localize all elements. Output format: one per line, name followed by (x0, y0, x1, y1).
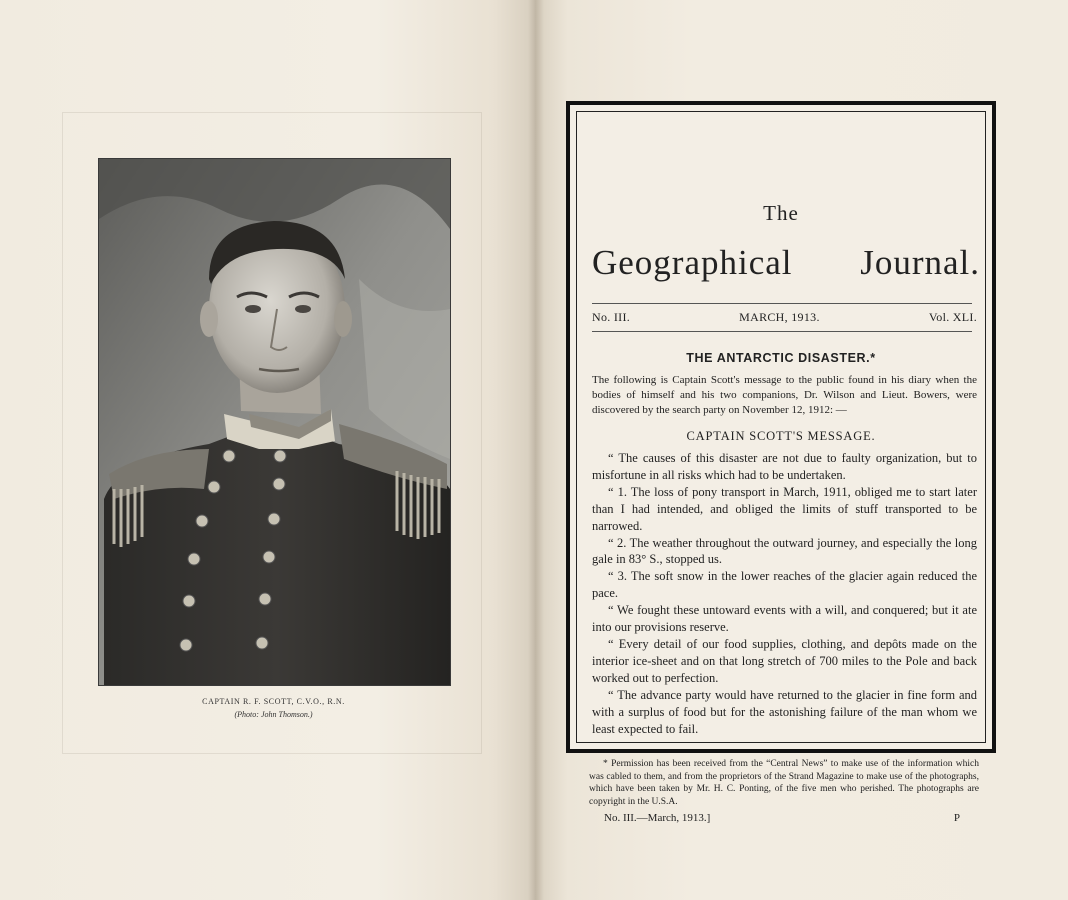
issue-date: MARCH, 1913. (739, 310, 820, 324)
issue-number: No. III. (592, 310, 631, 324)
journal-title (592, 243, 980, 283)
portrait-photograph (98, 158, 451, 686)
message-paragraph: “ Every detail of our food supplies, clothing, and depôts made on the interior ice-sheet and on that long stretch of 700 miles to the Pole and back worked out to perfection. (592, 636, 977, 685)
article-frame (566, 101, 996, 753)
message-paragraph: “ The advance party would have returned to the glacier in fine form and with a surplus of food but for the astonishing failure of the man whom we least expected to fail. (592, 687, 977, 736)
issue-line (592, 310, 977, 325)
portrait-caption: CAPTAIN R. F. SCOTT, C.V.O., R.N. (202, 697, 345, 706)
book-gutter (528, 0, 544, 900)
message-paragraph: “ 1. The loss of pony transport in March, 1911, obliged me to start later than I had intended, and obliged the limits of stuff transported to be narrowed. (592, 484, 977, 533)
message-paragraph: “ 3. The soft snow in the lower reaches of the glacier again reduced the pace. (592, 569, 977, 601)
portrait-image (99, 159, 450, 685)
article-heading: THE ANTARCTIC DISASTER.* (686, 351, 876, 365)
header-rule-top (592, 303, 972, 304)
header-rule-bottom (592, 331, 972, 332)
message-heading: CAPTAIN SCOTT'S MESSAGE. (686, 429, 876, 443)
message-body (592, 450, 977, 737)
journal-title-the: The (763, 201, 799, 225)
footnote (589, 758, 979, 808)
journal-title-word-journal: Journal. (860, 243, 980, 282)
page-footer (604, 812, 960, 824)
footer-signature-mark: P (953, 812, 960, 824)
journal-title-word-geographical: Geographical (592, 243, 793, 282)
footer-issue: No. III.—March, 1913.] (604, 812, 711, 824)
article-intro: The following is Captain Scott's message to the public found in his diary when the bodies of himself and his two companions, Dr. Wilson and Lieut. Bowers, were discovered by the search party on November 12, 1912: — (592, 374, 977, 416)
message-paragraph: “ We fought these untoward events with a will, and conquered; but it ate into our provisions reserve. (592, 603, 977, 635)
photo-credit: (Photo: John Thomson.) (234, 710, 313, 719)
volume-number: Vol. XLI. (928, 310, 977, 324)
message-paragraph: “ The causes of this disaster are not due to faulty organization, but to misfortune in all risks which had to be undertaken. (592, 451, 977, 482)
footnote-text: * Permission has been received from the “Central News” to make use of the information which was cabled to them, and from the proprietors of the Strand Magazine to make use of the photographs, which have been taken by Mr. H. C. Ponting, of the five men who perished. The photographs are copyright in the U.S.A. (589, 759, 979, 807)
message-paragraph: “ 2. The weather throughout the outward journey, and especially the long gale in 83° S., stopped us. (592, 535, 977, 567)
